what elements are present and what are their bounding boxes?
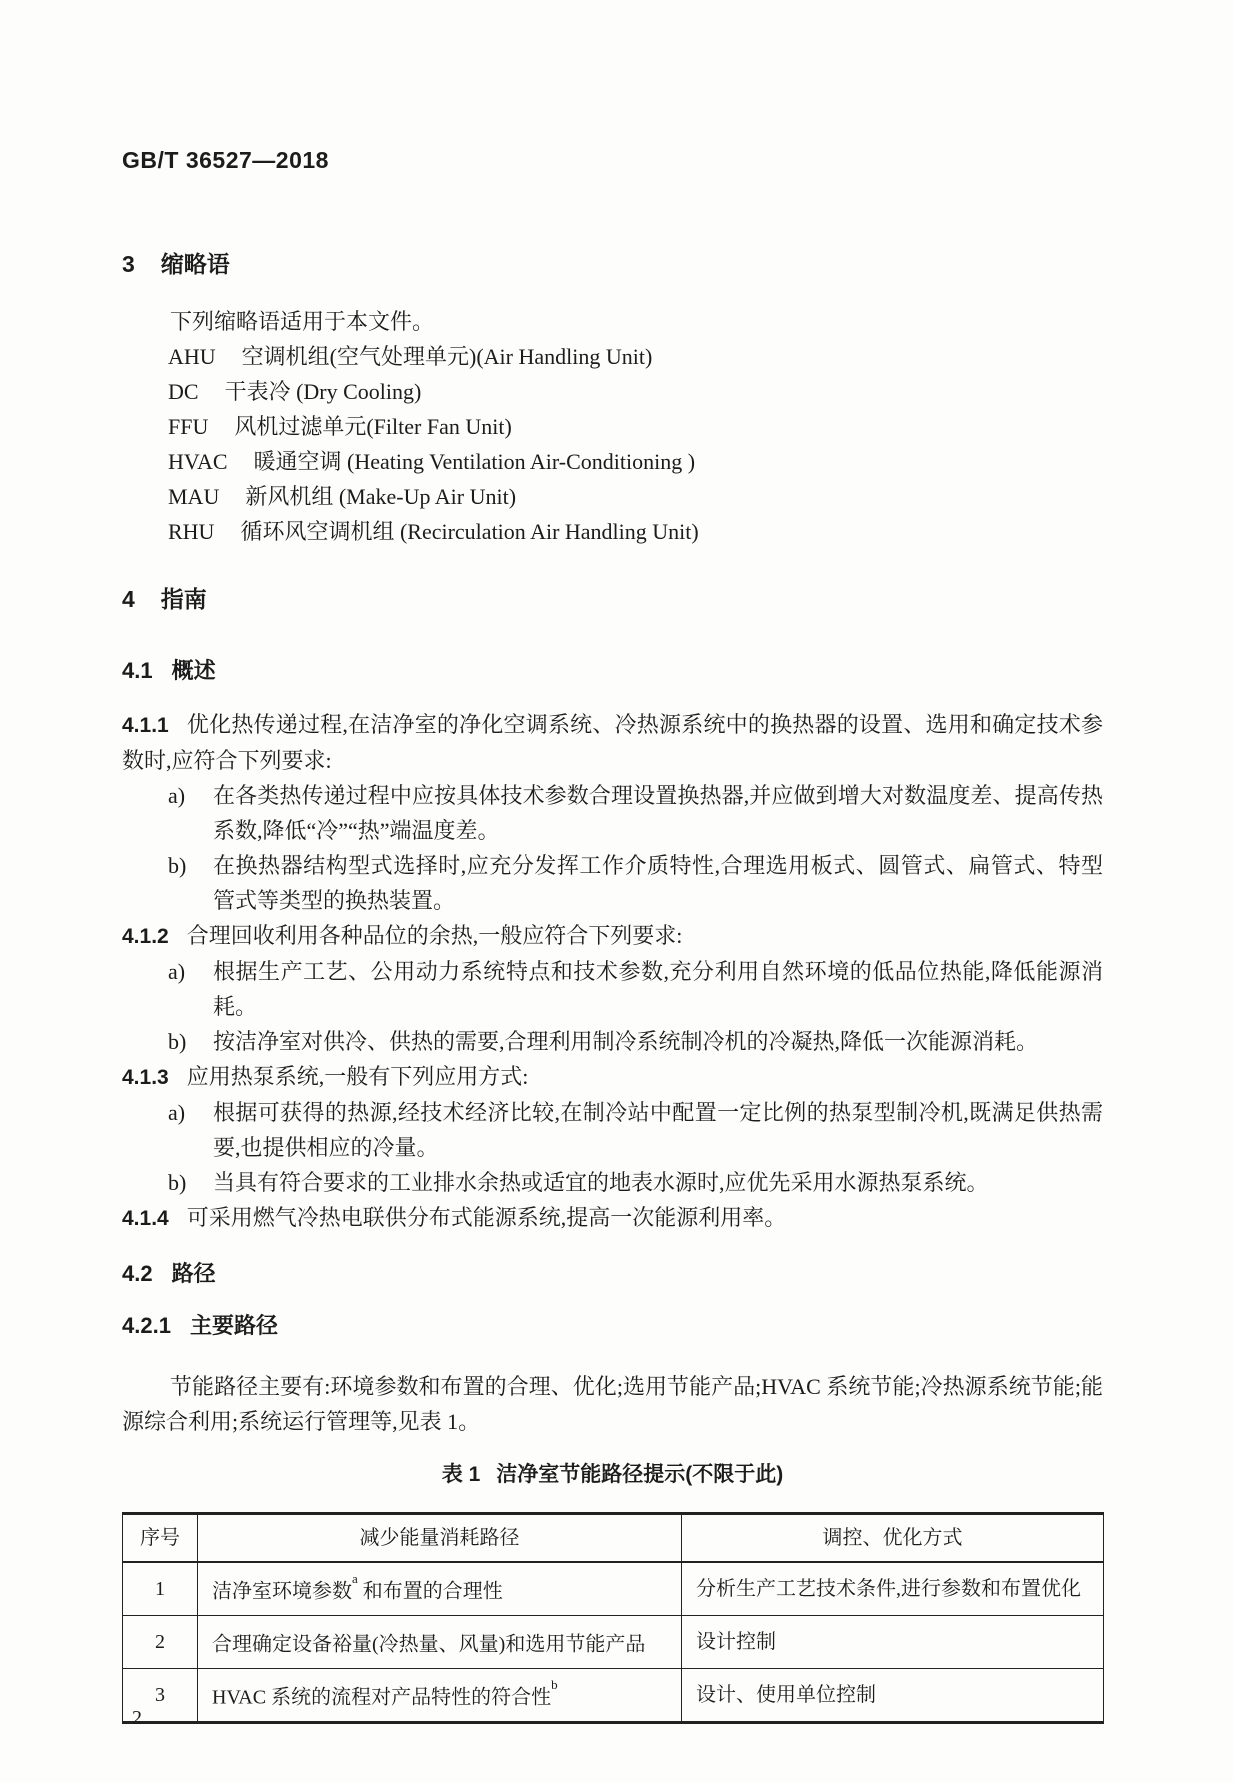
list-item-4-1-3-b — [122, 1165, 1103, 1200]
clause-number: 4.1.3 — [122, 1066, 169, 1089]
section-4-title: 指南 — [160, 586, 207, 612]
abbr-term: RHU — [168, 519, 215, 544]
abbr-term: DC — [168, 379, 199, 404]
abbr-definition: 干表冷 (Dry Cooling) — [224, 379, 422, 404]
table-1-caption — [122, 1461, 1103, 1489]
item-marker: a) — [168, 959, 186, 984]
item-text: 根据可获得的热源,经技术经济比较,在制冷站中配置一定比例的热泵型制冷机,既满足供热需要,也提供相应的冷量。 — [213, 1100, 1103, 1160]
section-3-heading — [122, 250, 1103, 278]
abbreviation-list — [122, 339, 1103, 549]
section-4-2-1-paragraph: 节能路径主要有:环境参数和布置的合理、优化;选用节能产品;HVAC 系统节能;冷热源系统节能;能源综合利用;系统运行管理等,见表 1。 — [122, 1374, 1103, 1435]
clause-text: 优化热传递过程,在洁净室的净化空调系统、冷热源系统中的换热器的设置、选用和确定技术参数时,应符合下列要求: — [122, 712, 1103, 773]
clause-text: 应用热泵系统,一般有下列应用方式: — [186, 1064, 529, 1089]
section-4-1-number: 4.1 — [122, 658, 153, 683]
clause-4-1-2 — [122, 918, 1103, 954]
clause-text: 可采用燃气冷热电联供分布式能源系统,提高一次能源利用率。 — [186, 1205, 787, 1230]
standard-number: GB/T 36527—2018 — [122, 147, 329, 173]
list-item-4-1-2-a — [122, 954, 1103, 1024]
page-number: 2 — [132, 1707, 142, 1729]
cell-method: 设计控制 — [682, 1616, 1104, 1669]
section-3-number: 3 — [122, 251, 135, 277]
abbr-term: HVAC — [168, 449, 228, 474]
list-item-4-1-1-b — [122, 848, 1103, 918]
cell-path — [198, 1562, 682, 1616]
clause-number: 4.1.1 — [122, 714, 169, 737]
cell-no: 1 — [123, 1562, 198, 1616]
abbr-row-ffu — [122, 409, 1103, 444]
abbr-term: MAU — [168, 484, 220, 509]
cell-path-text: 洁净室环境参数 — [212, 1581, 352, 1604]
table-row — [123, 1616, 1104, 1669]
list-item-4-1-1-a — [122, 778, 1103, 848]
abbr-row-rhu — [122, 514, 1103, 549]
list-item-4-1-2-b — [122, 1024, 1103, 1059]
table-header-row — [123, 1514, 1104, 1563]
item-text: 在各类热传递过程中应按具体技术参数合理设置换热器,并应做到增大对数温度差、提高传热系数,降低“冷”“热”端温度差。 — [213, 783, 1103, 843]
cell-path-text: 和布置的合理性 — [357, 1581, 503, 1604]
section-4-2-number: 4.2 — [122, 1261, 153, 1286]
cell-path — [198, 1616, 682, 1669]
abbr-row-dc — [122, 374, 1103, 409]
abbr-definition: 新风机组 (Make-Up Air Unit) — [245, 484, 517, 509]
footnote-ref-b: b — [551, 1677, 558, 1693]
table-row — [123, 1669, 1104, 1723]
item-marker: b) — [168, 853, 187, 878]
clause-4-1-3 — [122, 1059, 1103, 1095]
cell-path — [198, 1669, 682, 1723]
item-marker: a) — [168, 783, 186, 808]
section-4-1-title: 概述 — [171, 658, 216, 683]
footnote-ref-a: a — [352, 1571, 358, 1587]
cell-no: 2 — [123, 1616, 198, 1669]
table-1-caption-label: 表 1 — [441, 1463, 481, 1487]
item-marker: a) — [168, 1100, 186, 1125]
cell-method: 设计、使用单位控制 — [682, 1669, 1104, 1723]
abbr-definition: 暖通空调 (Heating Ventilation Air-Conditioning ) — [253, 449, 696, 474]
section-4-heading — [122, 585, 1103, 613]
section-4-2-1-heading — [122, 1312, 1103, 1340]
section-3-title: 缩略语 — [160, 251, 230, 277]
item-marker: b) — [168, 1170, 187, 1195]
item-text: 根据生产工艺、公用动力系统特点和技术参数,充分利用自然环境的低品位热能,降低能源消耗。 — [213, 959, 1103, 1019]
clause-text: 合理回收利用各种品位的余热,一般应符合下列要求: — [186, 923, 683, 948]
table-row — [123, 1562, 1104, 1616]
cell-path-text: 合理确定设备裕量(冷热量、风量)和选用节能产品 — [212, 1634, 646, 1657]
section-4-2-heading — [122, 1260, 1103, 1288]
section-4-2-1-title: 主要路径 — [189, 1313, 278, 1338]
abbr-term: FFU — [168, 414, 209, 439]
item-text: 当具有符合要求的工业排水余热或适宜的地表水源时,应优先采用水源热泵系统。 — [213, 1170, 989, 1195]
clause-4-1-1 — [122, 707, 1103, 778]
section-4-2-1-number: 4.2.1 — [122, 1313, 171, 1338]
cell-no: 3 — [123, 1669, 198, 1723]
item-text: 按洁净室对供冷、供热的需要,合理利用制冷系统制冷机的冷凝热,降低一次能源消耗。 — [213, 1029, 1039, 1054]
item-text: 在换热器结构型式选择时,应充分发挥工作介质特性,合理选用板式、圆管式、扁管式、特型管式等类型的换热装置。 — [213, 853, 1103, 913]
abbr-definition: 循环风空调机组 (Recirculation Air Handling Unit) — [240, 519, 699, 544]
clause-4-1-4 — [122, 1200, 1103, 1236]
col-header-path: 减少能量消耗路径 — [198, 1514, 682, 1563]
list-item-4-1-3-a — [122, 1095, 1103, 1165]
table-1-caption-title: 洁净室节能路径提示(不限于此) — [496, 1463, 784, 1487]
cell-path-text: HVAC 系统的流程对产品特性的符合性 — [212, 1687, 552, 1710]
abbr-row-hvac — [122, 444, 1103, 479]
clause-number: 4.1.2 — [122, 925, 169, 948]
clause-number: 4.1.4 — [122, 1207, 169, 1230]
abbr-row-mau — [122, 479, 1103, 514]
abbr-intro: 下列缩略语适用于本文件。 — [170, 309, 435, 334]
section-4-1-heading — [122, 657, 1103, 685]
item-marker: b) — [168, 1029, 187, 1054]
abbr-row-ahu — [122, 339, 1103, 374]
col-header-no: 序号 — [123, 1514, 198, 1563]
abbr-definition: 风机过滤单元(Filter Fan Unit) — [234, 414, 512, 439]
section-4-number: 4 — [122, 586, 135, 612]
cell-method: 分析生产工艺技术条件,进行参数和布置优化 — [682, 1562, 1104, 1616]
section-4-2-title: 路径 — [171, 1261, 216, 1286]
abbr-definition: 空调机组(空气处理单元)(Air Handling Unit) — [241, 344, 653, 369]
col-header-method: 调控、优化方式 — [682, 1514, 1104, 1563]
table-1-energy-saving-paths — [122, 1512, 1104, 1724]
abbr-term: AHU — [168, 344, 216, 369]
